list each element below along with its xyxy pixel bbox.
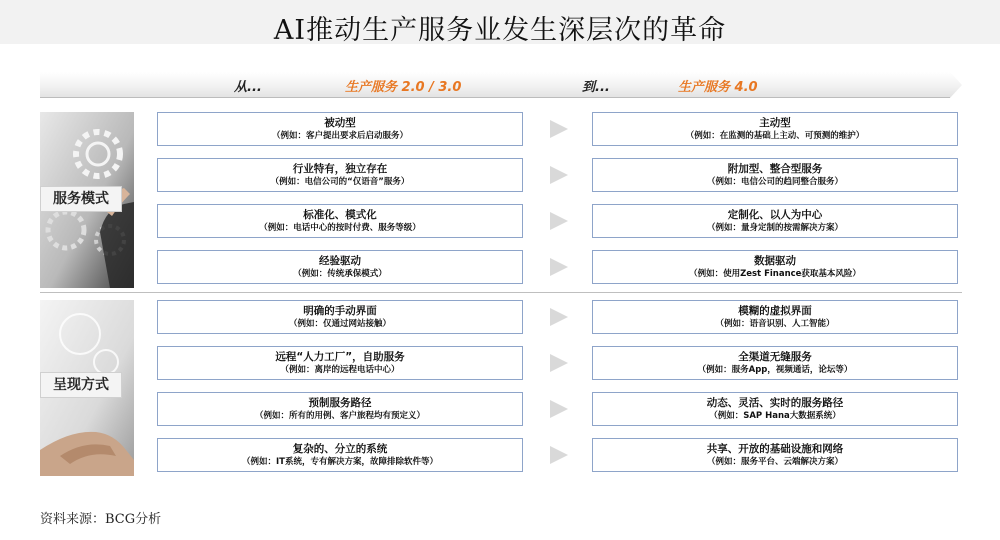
to-label: 到...: [582, 80, 610, 95]
section-tag-presentation: 呈现方式: [40, 372, 122, 398]
box-example: （例如：量身定制的按需解决方案）: [706, 223, 843, 233]
page-title: AI推动生产服务业发生深层次的革命: [273, 15, 727, 46]
box-example: （例如：电话中心的按时付费、服务等级）: [259, 223, 421, 233]
box-title: 被动型: [324, 117, 356, 129]
box-title: 数据驱动: [754, 255, 796, 267]
box-title: 远程“人力工厂”，自助服务: [275, 351, 405, 363]
box-example: （例如：电信公司的“仅语音”服务）: [270, 177, 410, 187]
arrow-right-icon: [548, 256, 570, 278]
box-example: （例如：服务平台、云端解决方案）: [706, 457, 843, 467]
box-title: 主动型: [759, 117, 791, 129]
box-title: 标准化、模式化: [303, 209, 377, 221]
from-box-passive: [157, 112, 523, 146]
source-note: 资料来源：BCG分析: [40, 512, 162, 527]
to-box-integrated: [592, 158, 958, 192]
box-title: 复杂的、分立的系统: [292, 443, 388, 455]
box-title: 行业特有，独立存在: [292, 163, 388, 175]
from-box-predefined-path: [157, 392, 523, 426]
to-box-virtual-interface: [592, 300, 958, 334]
arrow-right-icon: [548, 444, 570, 466]
box-example: （例如：所有的用例、客户旅程均有预定义）: [254, 411, 425, 421]
box-title: 明确的手动界面: [303, 305, 377, 317]
arrow-right-icon: [548, 118, 570, 140]
box-example: （例如：电信公司的趋同整合服务）: [706, 177, 843, 187]
to-box-proactive: [592, 112, 958, 146]
box-title: 动态、灵活、实时的服务路径: [706, 397, 844, 409]
from-box-complex-systems: [157, 438, 523, 472]
from-label: 从...: [234, 80, 262, 95]
box-example: （例如：SAP Hana大数据系统）: [709, 411, 841, 421]
from-box-experience-driven: [157, 250, 523, 284]
arrow-right-icon: [548, 352, 570, 374]
box-title: 全渠道无缝服务: [738, 351, 812, 363]
box-title: 预制服务路径: [308, 397, 372, 409]
box-example: （例如：仅通过网站接触）: [288, 319, 391, 329]
arrow-right-icon: [548, 398, 570, 420]
to-box-shared-infrastructure: [592, 438, 958, 472]
box-example: （例如：传统承保模式）: [293, 269, 387, 279]
box-example: （例如：在监测的基础上主动、可预测的维护）: [685, 131, 865, 141]
box-example: （例如：服务App，视频通话，论坛等）: [697, 365, 853, 375]
box-title: 定制化、以人为中心: [727, 209, 823, 221]
box-title: 附加型、整合型服务: [727, 163, 823, 175]
box-example: （例如：使用Zest Finance获取基本风险）: [689, 269, 861, 279]
box-example: （例如：语音识别、人工智能）: [715, 319, 835, 329]
arrow-right-icon: [548, 306, 570, 328]
box-title: 模糊的虚拟界面: [738, 305, 812, 317]
box-example: （例如：离岸的远程电话中心）: [280, 365, 400, 375]
to-box-data-driven: [592, 250, 958, 284]
to-box-dynamic-path: [592, 392, 958, 426]
box-title: 经验驱动: [319, 255, 361, 267]
from-box-remote-factory: [157, 346, 523, 380]
from-box-manual-interface: [157, 300, 523, 334]
box-title: 共享、开放的基础设施和网络: [706, 443, 844, 455]
header-bar: [40, 72, 962, 98]
to-box-customized: [592, 204, 958, 238]
section-tag-service-mode: 服务模式: [40, 186, 122, 212]
from-value: 生产服务 2.0 / 3.0: [345, 80, 462, 95]
arrow-right-icon: [548, 164, 570, 186]
from-box-standardized: [157, 204, 523, 238]
box-example: （例如：客户提出要求后启动服务）: [271, 131, 408, 141]
arrow-right-icon: [548, 210, 570, 232]
to-box-omnichannel: [592, 346, 958, 380]
from-box-industry-specific: [157, 158, 523, 192]
section-divider: [40, 292, 962, 293]
to-value: 生产服务 4.0: [678, 80, 758, 95]
box-example: （例如：IT系统，专有解决方案，故障排除软件等）: [242, 457, 438, 467]
